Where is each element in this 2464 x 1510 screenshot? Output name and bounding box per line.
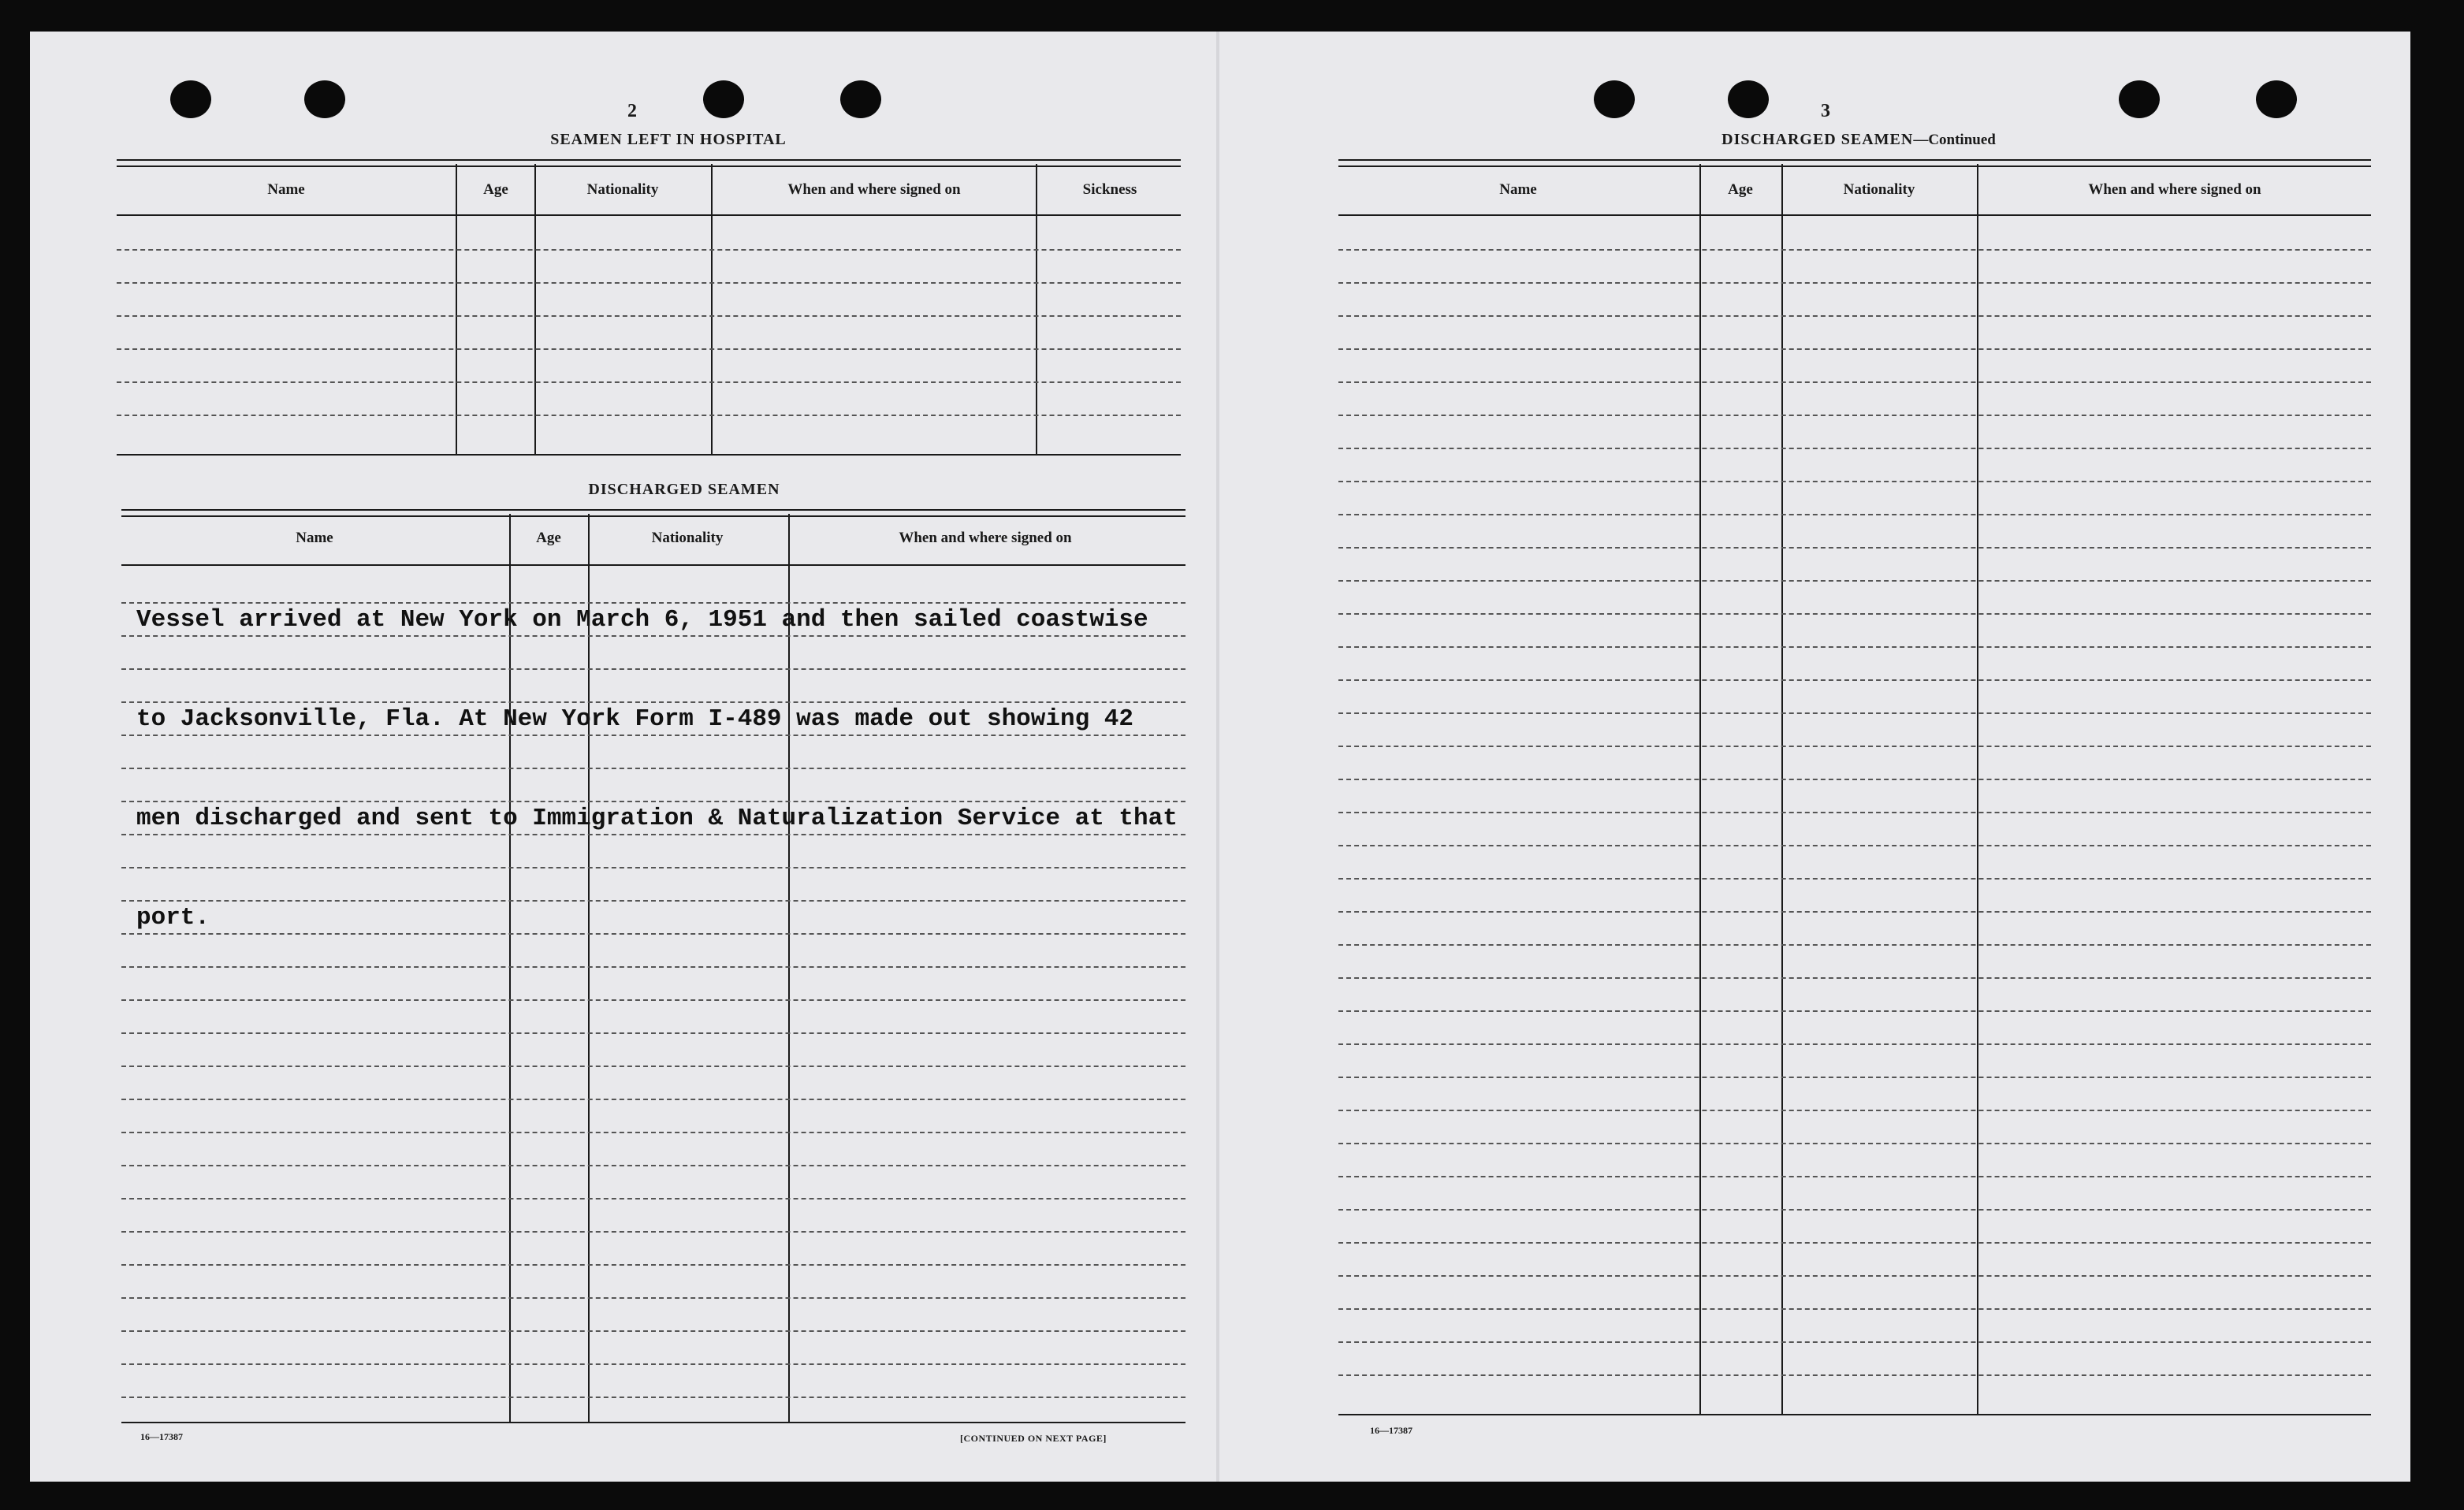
table-row bbox=[121, 1297, 1185, 1299]
typed-note-line: port. bbox=[136, 904, 210, 932]
table-row bbox=[1338, 613, 2371, 615]
table-row bbox=[1338, 282, 2371, 284]
table-row bbox=[121, 1330, 1185, 1332]
column-header-age: Age bbox=[483, 181, 508, 198]
column-header-age: Age bbox=[1728, 181, 1753, 198]
document-sheet bbox=[30, 32, 2410, 1482]
column-header-nationality: Nationality bbox=[651, 530, 724, 546]
table-row bbox=[1338, 315, 2371, 317]
table-row bbox=[1338, 249, 2371, 251]
table-row bbox=[1338, 944, 2371, 946]
table-row bbox=[1338, 1275, 2371, 1277]
table-header-underline bbox=[117, 214, 1181, 216]
column-header-age: Age bbox=[536, 530, 561, 546]
page-number: 3 bbox=[1821, 101, 1830, 121]
discharged-continued-title bbox=[1630, 131, 2087, 149]
table-row bbox=[1338, 911, 2371, 913]
column-divider bbox=[1977, 164, 1978, 1414]
right-page bbox=[1220, 32, 2410, 1482]
punch-hole bbox=[703, 80, 744, 118]
section-title-suffix: —Continued bbox=[1913, 132, 1996, 148]
header-rule bbox=[1338, 159, 2371, 167]
typed-note-line: to Jacksonville, Fla. At New York Form I-489 was made out showing 42 bbox=[136, 705, 1134, 733]
table-row bbox=[1338, 514, 2371, 515]
punch-hole bbox=[304, 80, 345, 118]
table-row bbox=[117, 315, 1181, 317]
page-number: 2 bbox=[627, 101, 637, 121]
column-header-nationality: Nationality bbox=[586, 181, 659, 198]
table-row bbox=[1338, 1242, 2371, 1244]
table-row bbox=[1338, 977, 2371, 979]
column-divider bbox=[534, 164, 536, 454]
punch-hole bbox=[1594, 80, 1635, 118]
column-divider bbox=[1781, 164, 1783, 1414]
table-row bbox=[117, 282, 1181, 284]
table-row bbox=[121, 1363, 1185, 1365]
section-title-text: DISCHARGED SEAMEN bbox=[1721, 131, 1914, 148]
table-row bbox=[1338, 1209, 2371, 1211]
table-bottom-rule bbox=[117, 454, 1181, 456]
table-row bbox=[1338, 712, 2371, 714]
table-row bbox=[1338, 779, 2371, 780]
header-rule bbox=[121, 509, 1185, 517]
column-header-name: Name bbox=[296, 530, 333, 546]
table-row bbox=[1338, 1308, 2371, 1310]
table-row bbox=[1338, 878, 2371, 880]
form-number: 16—17387 bbox=[140, 1431, 183, 1442]
header-rule bbox=[117, 159, 1181, 167]
punch-hole bbox=[170, 80, 211, 118]
punch-hole bbox=[1728, 80, 1769, 118]
column-header-name: Name bbox=[1499, 181, 1537, 198]
column-divider bbox=[456, 164, 457, 454]
table-row bbox=[121, 1231, 1185, 1233]
column-divider bbox=[1036, 164, 1037, 454]
table-row bbox=[1338, 646, 2371, 648]
punch-hole bbox=[2256, 80, 2297, 118]
table-row bbox=[1338, 448, 2371, 449]
table-row bbox=[121, 1397, 1185, 1398]
punch-hole bbox=[840, 80, 881, 118]
table-row bbox=[121, 1099, 1185, 1100]
column-header-signed-on: When and where signed on bbox=[899, 530, 1072, 546]
discharged-section-title: DISCHARGED SEAMEN bbox=[588, 481, 780, 498]
table-row bbox=[117, 415, 1181, 416]
typed-note bbox=[136, 537, 1256, 1001]
punch-hole bbox=[2119, 80, 2160, 118]
table-row bbox=[121, 1264, 1185, 1266]
table-row bbox=[1338, 746, 2371, 747]
table-bottom-rule bbox=[121, 1422, 1185, 1423]
hospital-section-title: SEAMEN LEFT IN HOSPITAL bbox=[550, 131, 787, 148]
table-row bbox=[121, 1132, 1185, 1133]
table-row bbox=[1338, 845, 2371, 846]
table-row bbox=[1338, 547, 2371, 549]
table-row bbox=[121, 1032, 1185, 1034]
table-row bbox=[1338, 1010, 2371, 1012]
table-row bbox=[121, 1066, 1185, 1067]
column-header-name: Name bbox=[267, 181, 305, 198]
table-row bbox=[1338, 1341, 2371, 1343]
table-header-underline bbox=[1338, 214, 2371, 216]
table-row bbox=[1338, 1110, 2371, 1111]
table-row bbox=[121, 1165, 1185, 1166]
table-row bbox=[1338, 1077, 2371, 1078]
table-row bbox=[1338, 348, 2371, 350]
column-divider bbox=[1699, 164, 1701, 1414]
column-header-nationality: Nationality bbox=[1843, 181, 1915, 198]
column-header-sickness: Sickness bbox=[1082, 181, 1137, 198]
column-divider bbox=[711, 164, 713, 454]
table-row bbox=[1338, 381, 2371, 383]
typed-note-line: Vessel arrived at New York on March 6, 1951 and then sailed coastwise bbox=[136, 606, 1148, 634]
table-row bbox=[117, 348, 1181, 350]
table-row bbox=[1338, 580, 2371, 582]
continued-note: [CONTINUED ON NEXT PAGE] bbox=[960, 1433, 1107, 1444]
table-row bbox=[1338, 481, 2371, 482]
table-row bbox=[1338, 1176, 2371, 1177]
table-row bbox=[1338, 1043, 2371, 1045]
table-row bbox=[117, 249, 1181, 251]
table-row bbox=[1338, 1374, 2371, 1376]
table-row bbox=[1338, 679, 2371, 681]
table-row bbox=[1338, 1143, 2371, 1144]
table-row bbox=[117, 381, 1181, 383]
table-row bbox=[121, 1198, 1185, 1199]
table-row bbox=[1338, 812, 2371, 813]
table-row bbox=[1338, 415, 2371, 416]
table-bottom-rule bbox=[1338, 1414, 2371, 1415]
typed-note-line: men discharged and sent to Immigration & Naturalization Service at that bbox=[136, 805, 1178, 832]
column-header-signed-on: When and where signed on bbox=[2088, 181, 2261, 198]
column-header-signed-on: When and where signed on bbox=[787, 181, 961, 198]
form-number: 16—17387 bbox=[1370, 1425, 1413, 1436]
